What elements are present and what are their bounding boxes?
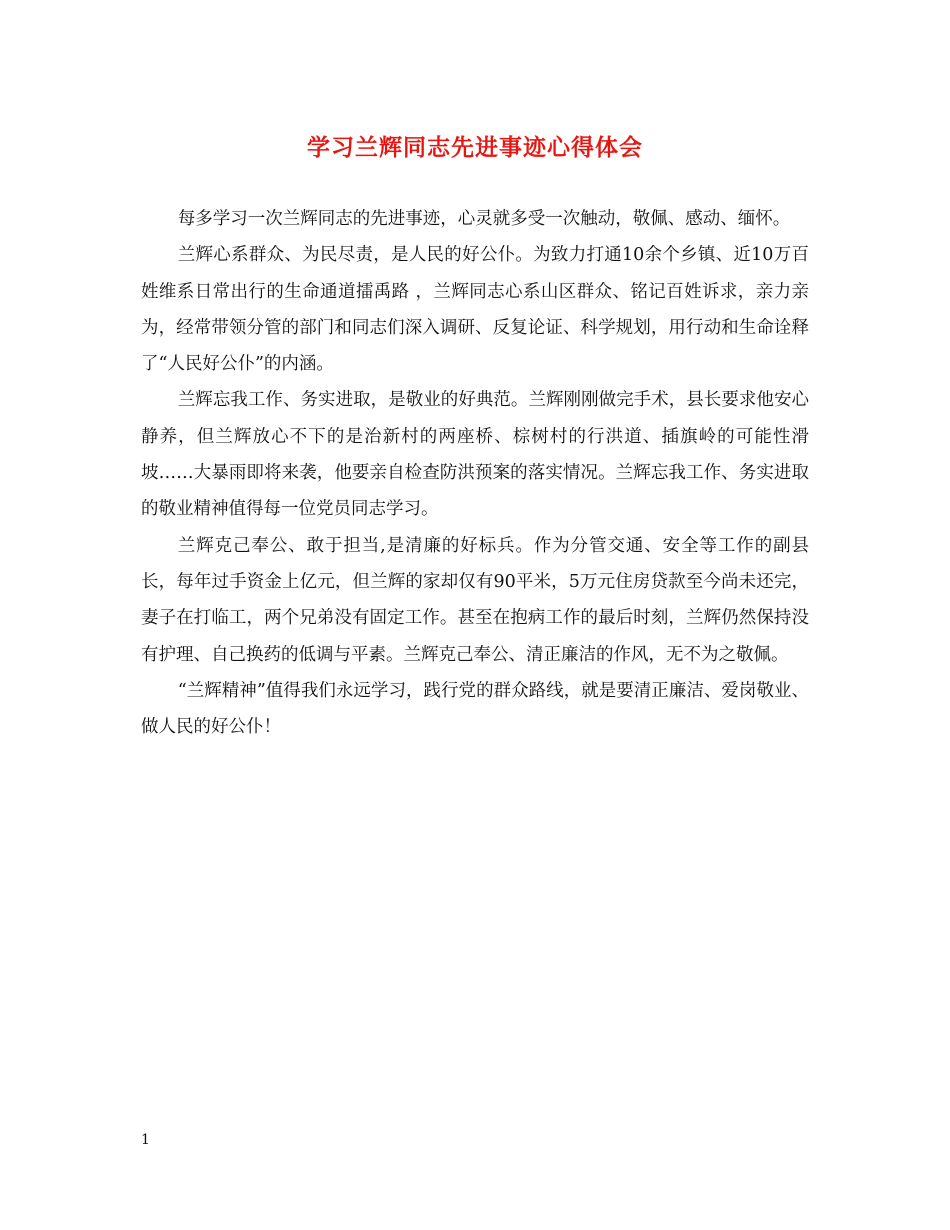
paragraph-5: “兰辉精神”值得我们永远学习，践行党的群众路线，就是要清正廉洁、爱岗敬业、做人民的好公仆！ (141, 680, 809, 738)
page-number: 1 (141, 1132, 150, 1148)
document-body (141, 201, 809, 745)
paragraph-3: 兰辉忘我工作、务实进取，是敬业的好典范。兰辉刚刚做完手术，县长要求他安心静养，但兰辉放心不下的是治新村的两座桥、棕树村的行洪道、插旗岭的可能性滑坡……大暴雨即将来袭，他要亲自检查防洪预案的落实情况。兰辉忘我工作、务实进取的敬业精神值得每一位党员同志学习。 (141, 390, 809, 520)
paragraph-2: 兰辉心系群众、为民尽责，是人民的好公仆。为致力打通10余个乡镇、近10万百姓维系日常出行的生命通道擂禹路 ，兰辉同志心系山区群众、铭记百姓诉求，亲力亲为，经常带领分管的部门和同志们深入调研、反复论证、科学规划，用行动和生命诠释了“人民好公仆”的内涵。 (141, 245, 809, 375)
document-title: 学习兰辉同志先进事迹心得体会 (307, 134, 643, 161)
paragraph-4: 兰辉克己奉公、敢于担当,是清廉的好标兵。作为分管交通、安全等工作的副县长，每年过手资金上亿元，但兰辉的家却仅有90平米，5万元住房贷款至今尚未还完，妻子在打临工，两个兄弟没有固定工作。甚至在抱病工作的最后时刻，兰辉仍然保持没有护理、自己换药的低调与平素。兰辉克己奉公、清正廉洁的作风，无不为之敬佩。 (141, 535, 809, 665)
paragraph-1: 每多学习一次兰辉同志的先进事迹，心灵就多受一次触动，敬佩、感动、缅怀。 (177, 209, 791, 229)
